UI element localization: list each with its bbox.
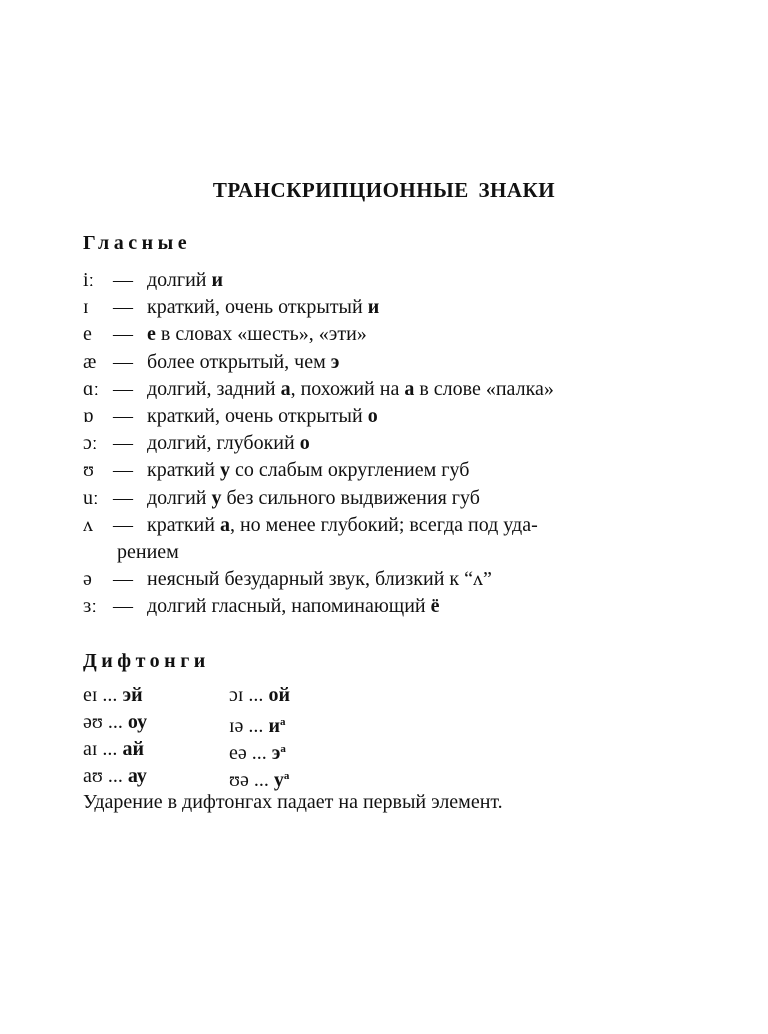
diphthong-row	[83, 709, 375, 736]
description-text: , но менее глубокий; всегда под уда-	[229, 513, 538, 536]
vowel-row	[83, 349, 643, 376]
vowel-symbol: ɪ	[83, 296, 89, 319]
bold-letter: а	[219, 513, 230, 536]
bold-letter: э	[330, 350, 340, 373]
vowel-description	[147, 512, 643, 539]
vowels-heading: Гласные	[83, 232, 192, 254]
description-text: краткий	[147, 513, 220, 536]
dash: —	[113, 459, 133, 482]
diphthong-symbol: əʊ ...	[83, 711, 128, 733]
vowel-description	[147, 457, 643, 484]
bold-letter: о	[299, 432, 310, 455]
description-text: долгий	[147, 269, 212, 291]
vowel-symbol: e	[83, 323, 92, 346]
diphthong-russian: эй	[122, 684, 143, 706]
diphthong-cell	[83, 682, 229, 709]
bold-letter: а	[404, 377, 415, 400]
vowel-description	[147, 349, 643, 376]
diphthong-cell	[83, 709, 229, 736]
vowel-row	[83, 430, 643, 457]
superscript-letter: а	[283, 770, 290, 782]
vowel-row	[83, 457, 643, 484]
diphthong-russian: ай	[122, 738, 144, 760]
description-text: в словах «шесть», «эти»	[155, 323, 367, 346]
diphthongs-heading: Дифтонги	[83, 650, 210, 672]
diphthong-row	[83, 682, 375, 709]
description-text: долгий, задний	[147, 377, 281, 400]
dash: —	[113, 269, 133, 291]
vowel-row	[83, 376, 643, 403]
dash: —	[113, 486, 133, 509]
diphthong-symbol: aɪ ...	[83, 738, 123, 760]
dash: —	[113, 595, 133, 618]
vowel-symbol: æ	[83, 350, 97, 373]
dash: —	[113, 296, 133, 319]
vowel-row	[83, 294, 643, 321]
diphthong-cell	[229, 682, 375, 709]
description-text: неясный безударный звук, близкий к “ʌ”	[147, 568, 492, 591]
superscript-letter: а	[279, 716, 286, 728]
vowel-symbol: ə	[83, 568, 92, 591]
diphthong-cell	[229, 763, 375, 790]
bold-letter: ё	[430, 595, 440, 618]
vowel-description	[147, 430, 643, 457]
vowel-symbol: iː	[83, 269, 95, 291]
bold-letter: е	[147, 323, 156, 346]
vowel-row	[83, 403, 643, 430]
vowel-description	[147, 267, 643, 294]
diphthong-cell	[83, 736, 229, 763]
description-text: со слабым округлением губ	[229, 459, 470, 482]
dash: —	[113, 377, 133, 400]
diphthong-row	[83, 763, 375, 790]
description-text: долгий	[147, 486, 212, 509]
superscript-letter: а	[280, 743, 286, 755]
vowel-symbol: ɜː	[83, 595, 97, 618]
description-text: долгий, глубокий	[147, 432, 300, 455]
bold-letter: и	[367, 296, 380, 319]
description-text: краткий, очень открытый	[147, 404, 368, 427]
description-text: более открытый, чем	[147, 350, 331, 373]
dash: —	[113, 432, 133, 455]
description-text: без сильного выдвижения губ	[221, 486, 480, 509]
description-text: долгий гласный, напоминающий	[147, 595, 431, 618]
diphthong-symbol: ɪə ...	[229, 715, 269, 737]
diphthong-symbol: eɪ ...	[83, 684, 123, 706]
vowel-description	[147, 593, 643, 620]
diphthong-russian: э	[271, 742, 281, 764]
bold-letter: у	[211, 486, 222, 509]
stress-note: Ударение в дифтонгах падает на первый элемент.	[83, 791, 503, 813]
vowel-symbol: ɑː	[83, 377, 100, 400]
diphthong-russian: у	[273, 769, 284, 791]
vowel-row	[83, 485, 643, 512]
diphthong-symbol: ʊə ...	[229, 769, 274, 791]
diphthong-symbol: ɔɪ ...	[229, 684, 269, 706]
diphthong-russian: и	[268, 715, 280, 737]
bold-letter: у	[219, 459, 230, 482]
bold-letter: а	[280, 377, 291, 400]
diphthong-symbol: eə ...	[229, 742, 272, 764]
description-text: рением	[117, 540, 179, 563]
vowel-description	[147, 566, 643, 593]
vowel-row	[83, 593, 643, 620]
vowel-description	[147, 403, 643, 430]
vowel-symbol: ɔː	[83, 432, 98, 455]
diphthong-russian: ау	[127, 765, 147, 787]
description-text: в слове «палка»	[414, 377, 554, 400]
vowel-symbol: uː	[83, 486, 99, 509]
diphthong-cell	[229, 709, 375, 736]
diphthong-cell	[83, 763, 229, 790]
diphthongs-table	[83, 682, 375, 790]
vowel-description	[147, 321, 643, 348]
vowels-list	[83, 267, 643, 620]
vowel-description	[147, 294, 643, 321]
dash: —	[113, 568, 133, 591]
vowel-row	[83, 512, 643, 539]
vowel-symbol: ɒ	[83, 404, 94, 427]
vowel-row	[83, 566, 643, 593]
vowel-row	[83, 267, 643, 294]
vowel-symbol: ʊ	[83, 459, 94, 482]
diphthong-row	[83, 736, 375, 763]
vowel-symbol: ʌ	[83, 513, 93, 536]
bold-letter: и	[211, 269, 224, 291]
diphthong-russian: ой	[268, 684, 290, 706]
vowel-row	[83, 321, 643, 348]
vowel-description	[147, 376, 643, 403]
vowel-row-continuation	[83, 539, 643, 566]
description-text: краткий	[147, 459, 220, 482]
vowel-description	[147, 485, 643, 512]
dash: —	[113, 513, 133, 536]
description-text: , похожий на	[290, 377, 405, 400]
diphthong-symbol: aʊ ...	[83, 765, 128, 787]
diphthong-russian: оу	[127, 711, 148, 733]
description-text: краткий, очень открытый	[147, 296, 368, 319]
page-title: ТРАНСКРИПЦИОННЫЕ ЗНАКИ	[212, 178, 556, 202]
dash: —	[113, 350, 133, 373]
bold-letter: о	[367, 404, 378, 427]
diphthong-cell	[229, 736, 375, 763]
dash: —	[113, 323, 133, 346]
dash: —	[113, 404, 133, 427]
